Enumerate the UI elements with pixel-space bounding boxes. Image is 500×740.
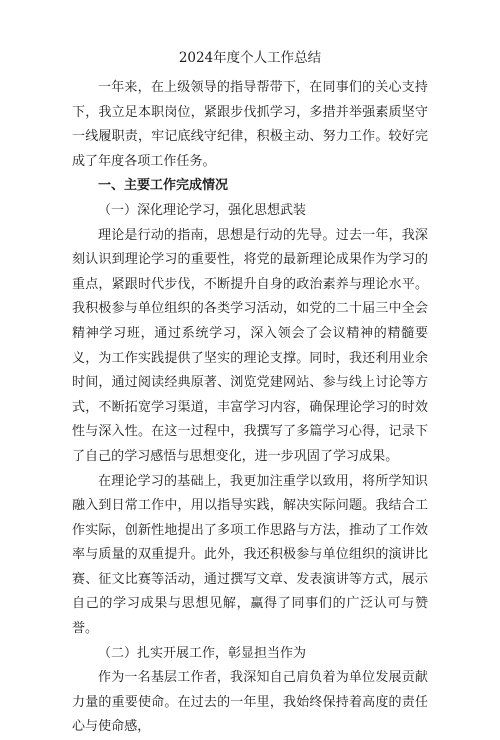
subsection-1-paragraph-1: 理论是行动的指南，思想是行动的先导。过去一年，我深刻认识到理论学习的重要性，将党的最新理论成果作为学习的重点，紧跟时代步伐，不断提升自身的政治素养与理论水平。我积极参与单位组织的各类学习活动，如党的二十届三中全会精神学习班，通过系统学习，深入领会了会议精神的精髓要义，为工作实践提供了坚实的理论支撑。同时，我还利用业余时间，通过阅读经典原著、浏览党建网站、参与线上讨论等方式，不断拓宽学习渠道，丰富学习内容，确保理论学习的时效性与深入性。在这一过程中，我撰写了多篇学习心得，记录下了自己的学习感悟与思想变化，进一步巩固了学习成果。: [72, 227, 428, 464]
subsection-1-paragraph-2: 在理论学习的基础上，我更加注重学以致用，将所学知识融入到日常工作中，用以指导实践，解决实际问题。我结合工作实际，创新性地提出了多项工作思路与方法，推动了工作效率与质量的双重提升。此外，我还积极参与单位组织的演讲比赛、征文比赛等活动，通过撰写文章、发表演讲等方式，展示自己的学习成果与思想见解，赢得了同事们的广泛认可与赞誉。: [72, 473, 428, 637]
subsection-heading-1: （一）深化理论学习，强化思想武装: [98, 202, 307, 218]
document-title: 2024年度个人工作总结: [178, 50, 322, 66]
section-heading-1: 一、主要工作完成情况: [98, 178, 229, 194]
subsection-2-paragraph-1: 作为一名基层工作者，我深知自己肩负着为单位发展贡献力量的重要使命。在过去的一年里，我始终保持着高度的责任心与使命感，: [72, 670, 428, 735]
intro-paragraph: 一年来，在上级领导的指导帮带下，在同事们的关心支持下，我立足本职岗位，紧跟步伐抓学习，多措并举强素质坚守一线履职责，牢记底线守纪律，积极主动、努力工作。较好完成了年度各项工作任务。: [72, 80, 428, 169]
subsection-heading-2: （二）扎实开展工作，彰显担当作为: [98, 645, 307, 661]
